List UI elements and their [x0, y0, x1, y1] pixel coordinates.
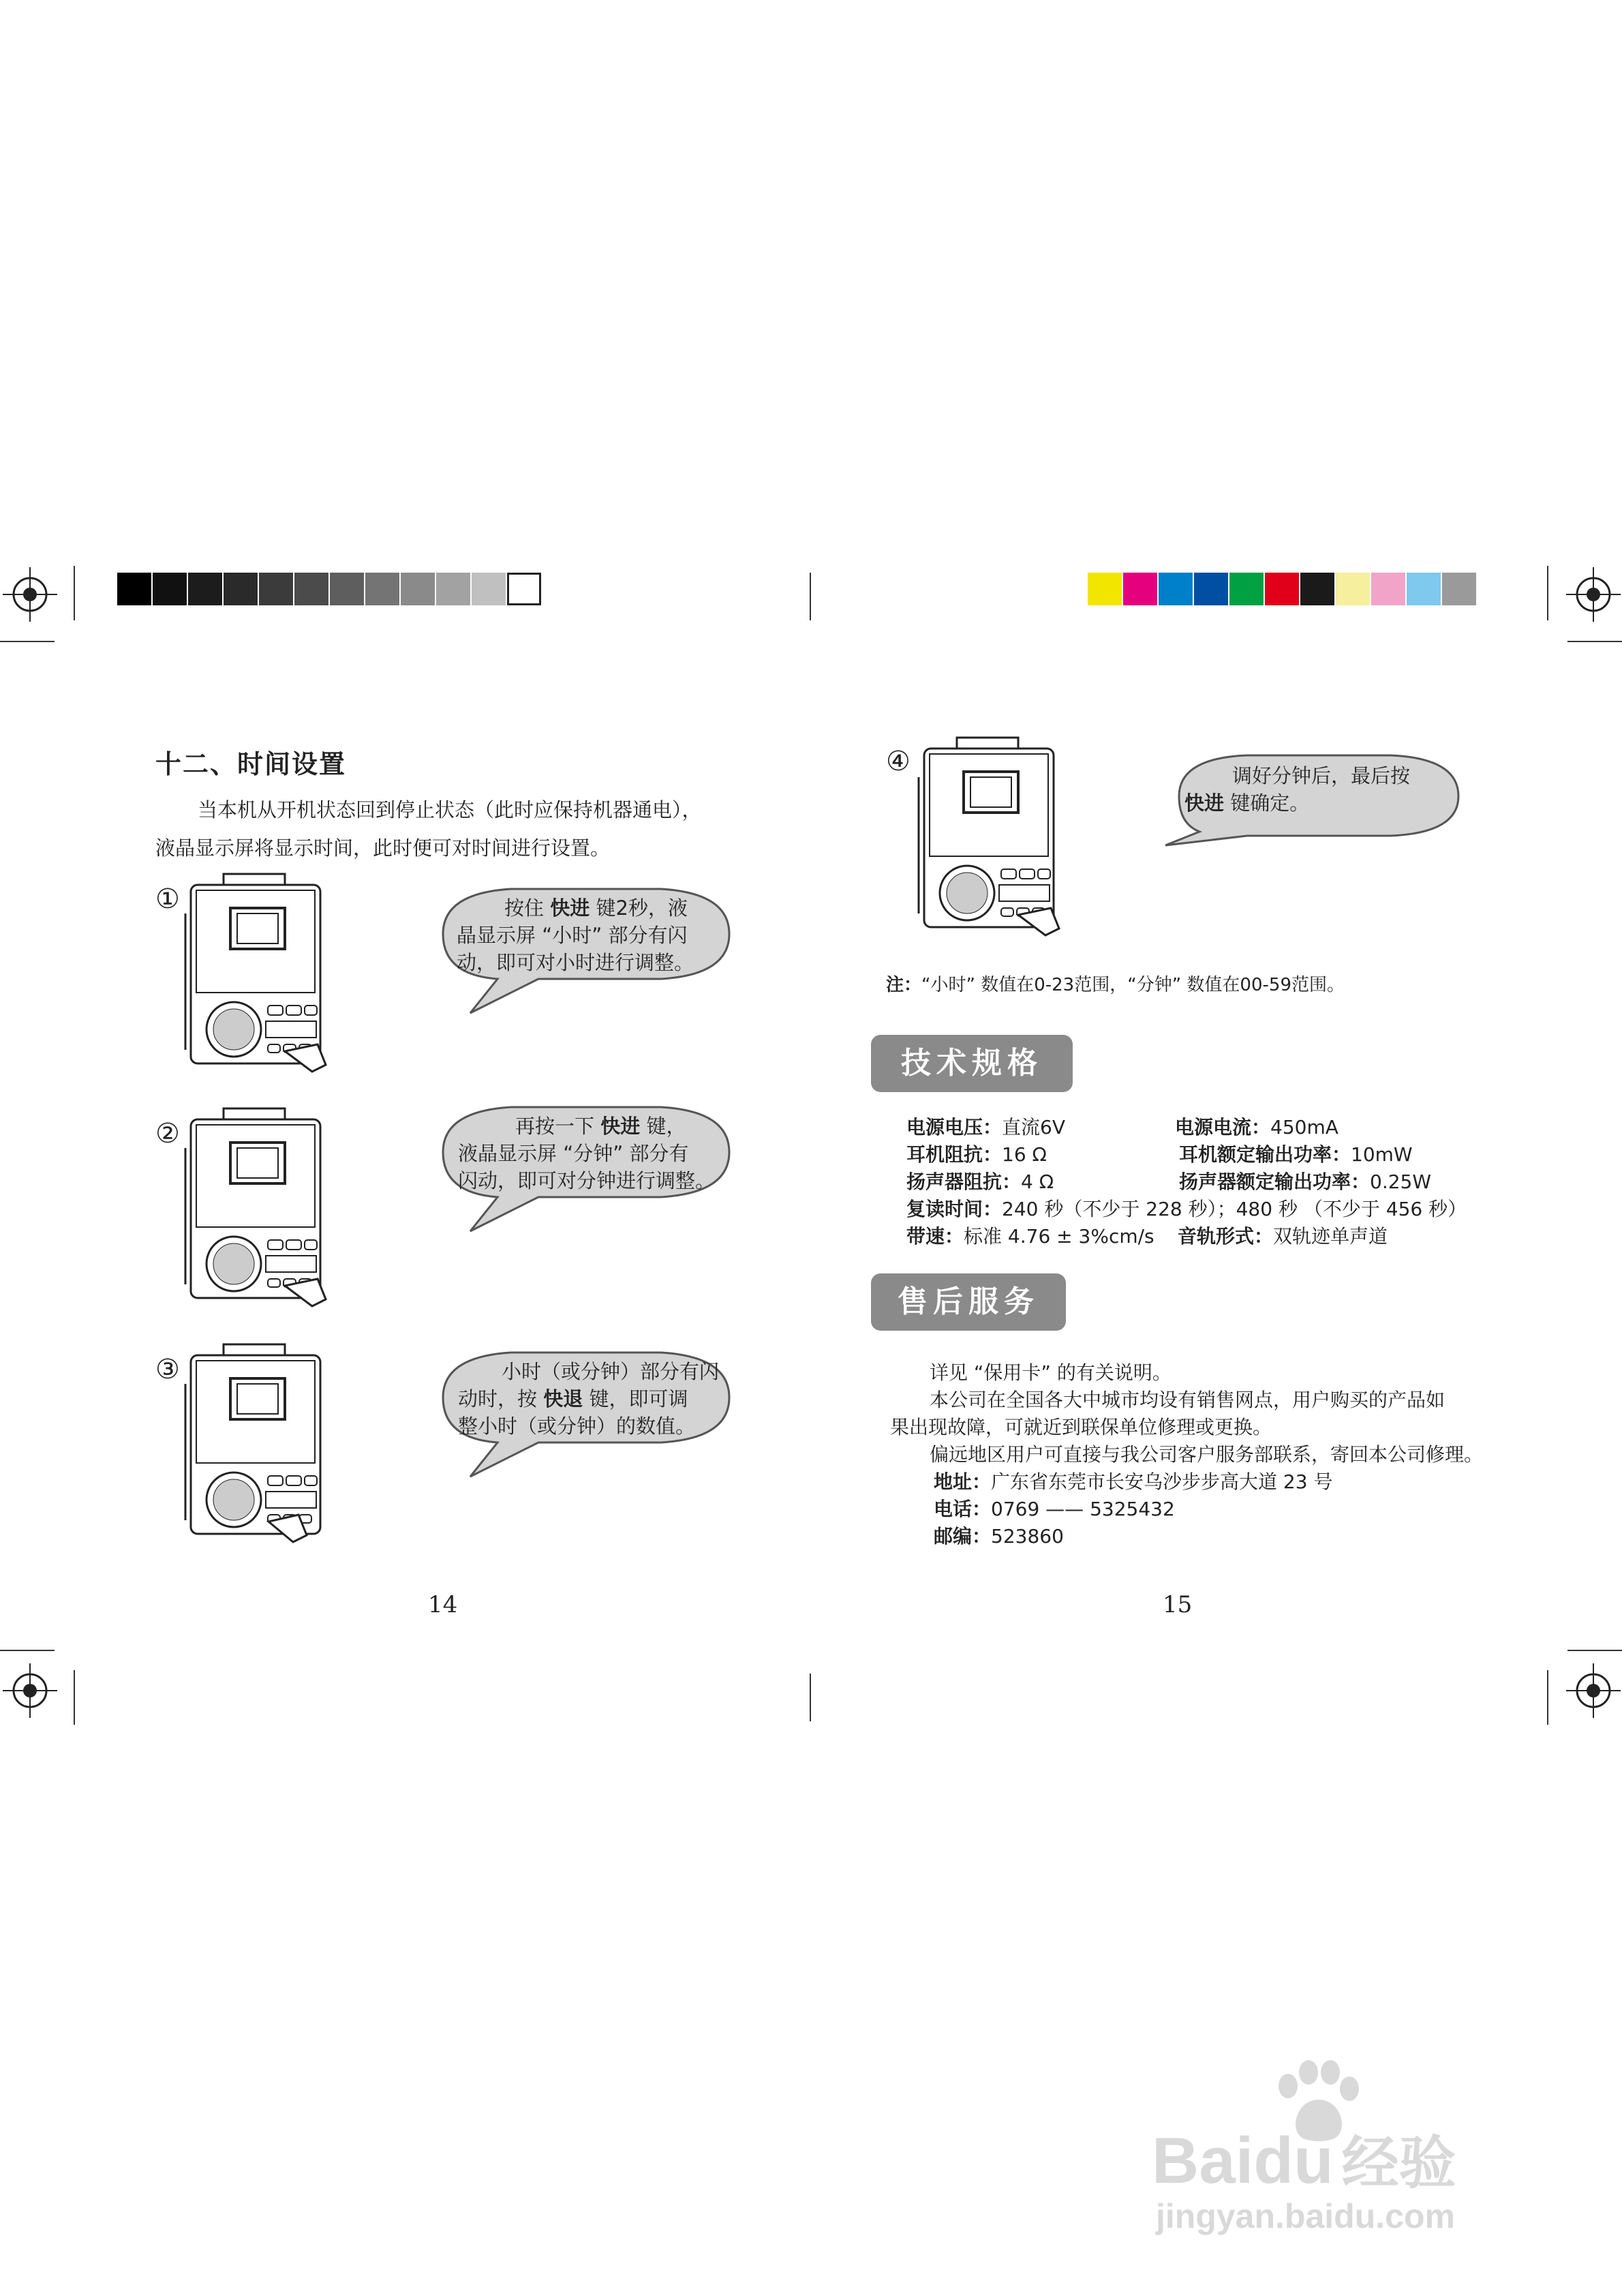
gray-swatch — [365, 573, 399, 605]
device-illustration — [916, 736, 1073, 941]
trim-line — [1567, 1650, 1622, 1651]
spec-power-current: 电源电流：450mA — [1175, 1116, 1338, 1138]
step-number: ② — [155, 1118, 180, 1149]
intro-line-2: 液晶显示屏将显示时间，此时便可对时间进行设置。 — [155, 836, 611, 860]
gray-swatch — [507, 573, 541, 605]
color-swatch — [1123, 573, 1157, 605]
service-paragraph-3: 偏远地区用户可直接与我公司客户服务部联系，寄回本公司修理。 — [930, 1443, 1484, 1466]
service-paragraph-2a: 本公司在全国各大中城市均设有销售网点，用户购买的产品如 — [930, 1389, 1445, 1411]
color-swatch — [1407, 573, 1441, 605]
color-swatch — [1371, 573, 1405, 605]
service-zip: 邮编：523860 — [934, 1525, 1064, 1547]
device-illustration — [183, 1343, 339, 1547]
service-phone: 电话：0769 —— 5325432 — [934, 1498, 1175, 1520]
step-1-text: 按住 快进 键2秒，液 晶显示屏 “小时” 部分有闪 动，即可对小时进行调整。 — [457, 896, 694, 974]
spec-headphone-power: 耳机额定输出功率：10mW — [1179, 1143, 1413, 1166]
step-4-text: 调好分钟后，最后按 快进 键确定。 — [1184, 764, 1411, 815]
step-number: ① — [155, 883, 180, 915]
spec-track-format: 音轨形式：双轨迹单声道 — [1178, 1225, 1388, 1248]
trim-line — [1567, 641, 1622, 642]
gray-swatch — [330, 573, 364, 605]
trim-line — [0, 641, 55, 642]
trim-line — [1547, 1670, 1548, 1725]
gray-swatch — [472, 573, 506, 605]
step-number: ④ — [886, 746, 911, 777]
gray-swatch — [436, 573, 470, 605]
registration-mark-top-right — [1566, 567, 1621, 622]
fold-line — [810, 1674, 811, 1721]
gray-swatch — [294, 573, 328, 605]
color-swatch — [1265, 573, 1299, 605]
spec-headphone-impedance: 耳机阻抗：16 Ω — [906, 1143, 1047, 1166]
trim-line — [74, 566, 75, 620]
page-number-left: 14 — [428, 1591, 458, 1618]
spec-speaker-power: 扬声器额定输出功率：0.25W — [1179, 1170, 1432, 1193]
gray-swatch — [401, 573, 435, 605]
gray-swatch — [117, 573, 151, 605]
trim-line — [74, 1670, 75, 1725]
color-swatch — [1336, 573, 1370, 605]
service-address: 地址：广东省东莞市长安乌沙步步高大道 23 号 — [934, 1470, 1333, 1493]
registration-mark-bottom-right — [1566, 1663, 1621, 1718]
trim-line — [1547, 566, 1548, 620]
color-swatch — [1194, 573, 1228, 605]
step-number: ③ — [155, 1354, 180, 1385]
gray-swatch — [188, 573, 222, 605]
baidu-watermark: Baidu 经验 jingyan.baidu.com — [1152, 2059, 1533, 2236]
spec-repeat-time: 复读时间：240 秒（不少于 228 秒）；480 秒 （不少于 456 秒） — [906, 1198, 1467, 1220]
color-swatch — [1088, 573, 1122, 605]
step-3-text: 小时（或分钟）部分有闪 动时，按 快退 键，即可调 整小时（或分钟）的数值。 — [458, 1360, 720, 1438]
service-heading: 售后服务 — [871, 1273, 1066, 1331]
service-paragraph-1: 详见 “保用卡” 的有关说明。 — [930, 1361, 1172, 1384]
registration-mark-top-left — [3, 567, 57, 622]
spec-tape-speed: 带速：标准 4.76 ± 3%cm/s — [906, 1225, 1154, 1248]
spec-speaker-impedance: 扬声器阻抗：4 Ω — [906, 1170, 1054, 1193]
service-paragraph-2b: 果出现故障，可就近到联保单位修理或更换。 — [890, 1416, 1272, 1438]
registration-mark-bottom-left — [3, 1663, 57, 1718]
intro-line-1: 当本机从开机状态回到停止状态（此时应保持机器通电）， — [198, 798, 702, 821]
spec-power-voltage: 电源电压：直流6V — [906, 1116, 1065, 1138]
color-swatch — [1159, 573, 1193, 605]
trim-line — [0, 1650, 55, 1651]
specs-heading: 技术规格 — [871, 1035, 1073, 1092]
gray-swatch — [153, 573, 187, 605]
color-swatch — [1300, 573, 1334, 605]
gray-swatch — [259, 573, 293, 605]
section-title-time-setting: 十二、时间设置 — [155, 749, 347, 779]
device-illustration — [183, 1107, 339, 1312]
step-2-text: 再按一下 快进 键， 液晶显示屏 “分钟” 部分有 闪动，即可对分钟进行调整。 — [458, 1115, 716, 1192]
fold-line — [810, 573, 811, 620]
gray-swatch — [224, 573, 258, 605]
device-illustration — [183, 873, 339, 1077]
page-number-right: 15 — [1163, 1591, 1193, 1618]
note: 注：“小时” 数值在0-23范围，“分钟” 数值在00-59范围。 — [886, 975, 1345, 995]
color-swatch — [1442, 573, 1476, 605]
color-swatch — [1229, 573, 1264, 605]
